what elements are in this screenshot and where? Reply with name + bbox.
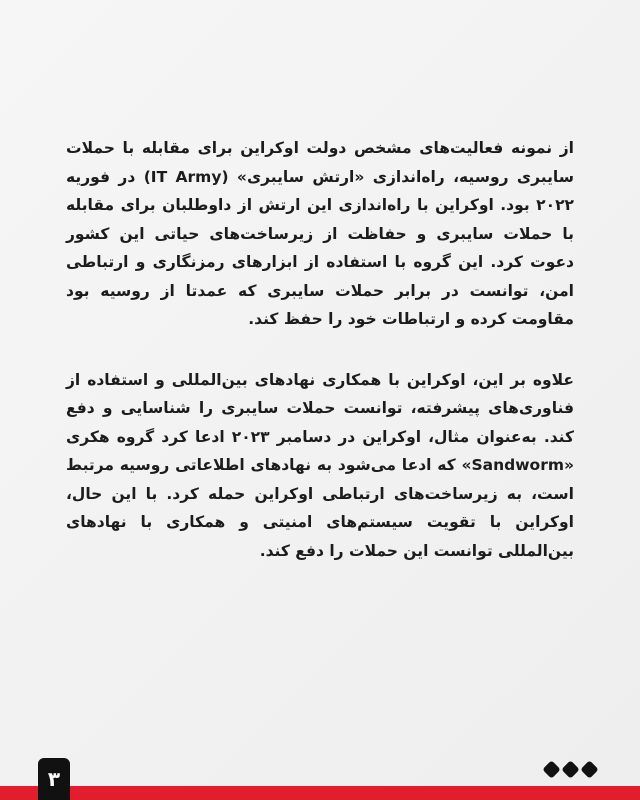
decorative-dots [545, 763, 596, 776]
paragraph-1: از نمونه فعالیت‌های مشخص دولت اوکراین برای مقابله با حملات سایبری روسیه، راه‌اندازی «ارتش سایبری» (IT Army) در فوریه ۲۰۲۲ بود. اوکراین با راه‌اندازی این ارتش از داوطلبان برای مقابله با حملات سایبری و حفاظت از زیرساخت‌های حیاتی این کشور دعوت کرد. این گروه با استفاده از ابزارهای رمزنگاری و ارتباطی امن، توانست در برابر حملات سایبری که عمدتا از روسیه بود مقاومت کرده و ارتباطات خود را حفظ کند. [66, 139, 574, 328]
footer-bar [0, 786, 640, 800]
diamond-icon [561, 760, 579, 778]
diamond-icon [542, 760, 560, 778]
diamond-icon [580, 760, 598, 778]
paragraph-2: علاوه بر این، اوکراین با همکاری نهادهای بین‌المللی و استفاده از فناوری‌های پیشرفته، توانست حملات سایبری را شناسایی و دفع کند. به‌عنوان مثال، اوکراین در دسامبر ۲۰۲۳ ادعا کرد گروه هکری «Sandworm» که ادعا می‌شود به نهادهای اطلاعاتی روسیه مرتبط است، به زیرساخت‌های ارتباطی اوکراین حمله کرد. با این حال، اوکراین با تقویت سیستم‌های امنیتی و همکاری با نهادهای بین‌المللی توانست این حملات را دفع کند. [66, 370, 575, 560]
article-body [66, 134, 574, 565]
page-number: ۳ [38, 758, 70, 800]
